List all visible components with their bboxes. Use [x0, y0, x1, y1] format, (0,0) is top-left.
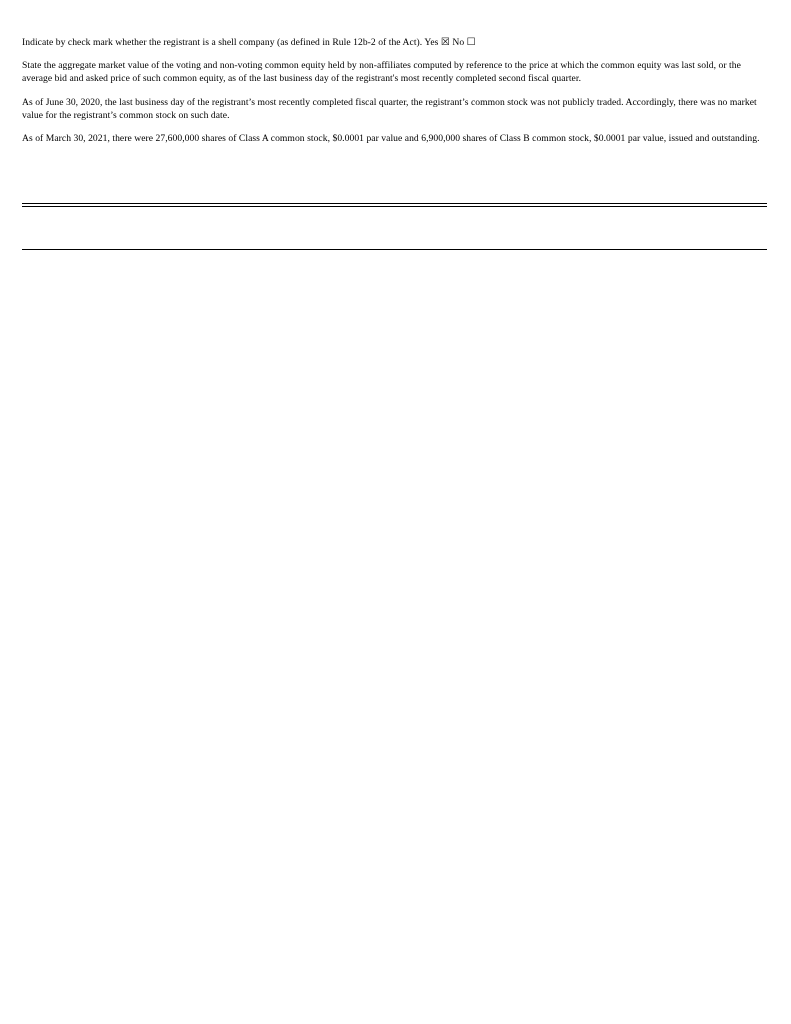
no-label: No — [452, 37, 465, 48]
yes-checked-box-icon: ☒ — [440, 37, 450, 48]
shares-outstanding-paragraph: As of March 30, 2021, there were 27,600,000 shares of Class A common stock, $0.0001 par value and 6,900,000 shares of Class B common stock, $0.0001 par value, issued and outstanding. — [22, 133, 760, 144]
single-divider-line — [22, 249, 767, 250]
market-value-paragraph: State the aggregate market value of the voting and non-voting common equity held by non-affiliates computed by reference to the price at which the common equity was last sold, or the average bid and asked price of such common equity, as of the last business day of the registrant's most recently completed second fiscal quarter. — [22, 60, 741, 84]
shell-company-paragraph — [22, 36, 767, 49]
shell-company-text: Indicate by check mark whether the registrant is a shell company (as defined in Rule 12b-2 of the Act). Yes — [22, 37, 439, 48]
trading-status-paragraph: As of June 30, 2020, the last business day of the registrant’s most recently completed fiscal quarter, the registrant’s common stock was not publicly traded. Accordingly, there was no market value for the registrant’s common stock on such date. — [22, 97, 757, 121]
double-divider-line — [22, 203, 767, 207]
document-body — [22, 36, 767, 154]
no-unchecked-box-icon: ☐ — [466, 37, 476, 48]
